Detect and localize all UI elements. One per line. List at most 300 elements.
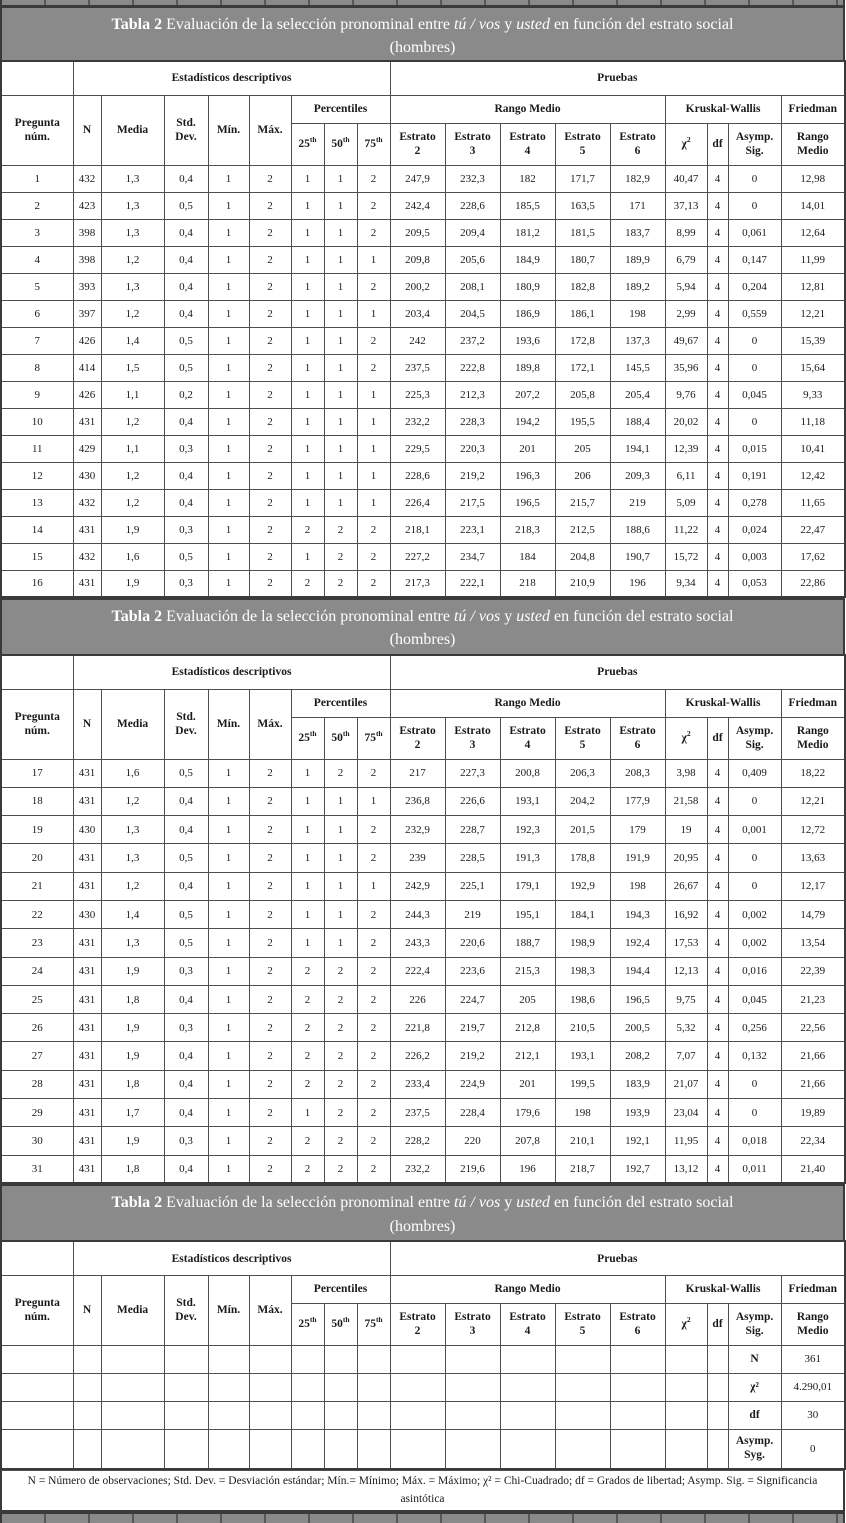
- cell: 1: [357, 872, 390, 900]
- cell: 1: [291, 900, 324, 928]
- cell: 2: [1, 192, 73, 219]
- cell: 1: [291, 543, 324, 570]
- cell: 4: [707, 787, 728, 815]
- cell: 182,9: [610, 165, 665, 192]
- cell: 4: [707, 1014, 728, 1042]
- col-header-estrato-5: Estrato 5: [555, 717, 610, 759]
- cell: 220: [445, 1127, 500, 1155]
- cell: 196: [500, 1155, 555, 1183]
- cell: 0,204: [728, 273, 781, 300]
- col-header-n: N: [73, 95, 101, 165]
- table-row: [1, 381, 845, 408]
- cell: 1: [291, 246, 324, 273]
- table-row: [1, 759, 845, 787]
- table-row: [1, 354, 845, 381]
- cell: 414: [73, 354, 101, 381]
- cell: [291, 1401, 324, 1429]
- cell: 232,2: [390, 1155, 445, 1183]
- col-header-estrato-6: Estrato 6: [610, 717, 665, 759]
- cell: 212,1: [500, 1042, 555, 1070]
- cell: 204,2: [555, 787, 610, 815]
- cell: 2: [249, 1099, 291, 1127]
- cell: 201: [500, 435, 555, 462]
- cell: 0,003: [728, 543, 781, 570]
- cell: 2: [291, 957, 324, 985]
- col-header-df: df: [707, 1303, 728, 1345]
- cell: [500, 1401, 555, 1429]
- cell: 228,2: [390, 1127, 445, 1155]
- cell: 18: [1, 787, 73, 815]
- table-row: [1, 1373, 845, 1401]
- col-header-estrato-5: Estrato 5: [555, 1303, 610, 1345]
- cell: 2: [249, 327, 291, 354]
- cell: 2: [357, 900, 390, 928]
- cell: 196: [610, 570, 665, 597]
- cell: 217,3: [390, 570, 445, 597]
- cell: 207,8: [500, 1127, 555, 1155]
- cell: 1,8: [101, 1070, 164, 1098]
- col-group-rango-medio: Rango Medio: [390, 95, 665, 123]
- cell: 12,13: [665, 957, 707, 985]
- cell: 205,6: [445, 246, 500, 273]
- cell: 2: [357, 1099, 390, 1127]
- cell: 226,2: [390, 1042, 445, 1070]
- cell: 1,6: [101, 759, 164, 787]
- col-header-std-dev: Std. Dev.: [164, 689, 208, 759]
- cell: 1: [291, 327, 324, 354]
- cell: 232,2: [390, 408, 445, 435]
- cell: 2: [357, 816, 390, 844]
- col-header-asymp-sig: Asymp. Sig.: [728, 717, 781, 759]
- cell: 1: [208, 985, 249, 1013]
- cell: 1: [208, 1155, 249, 1183]
- cell: 2: [324, 1070, 357, 1098]
- cell: [249, 1401, 291, 1429]
- cell: 178,8: [555, 844, 610, 872]
- cell: 209,8: [390, 246, 445, 273]
- cell: 205: [500, 985, 555, 1013]
- table-title-italic-tu-vos: tú / vos: [453, 1194, 501, 1212]
- cell: 2: [291, 1127, 324, 1155]
- cell: 426: [73, 327, 101, 354]
- cell: 218,7: [555, 1155, 610, 1183]
- cell: 223,6: [445, 957, 500, 985]
- cell: 4: [707, 543, 728, 570]
- col-header-estrato-4: Estrato 4: [500, 1303, 555, 1345]
- cell: 1: [324, 192, 357, 219]
- cell: 0,4: [164, 787, 208, 815]
- col-header-media: Media: [101, 1275, 164, 1345]
- cell: 12,81: [781, 273, 845, 300]
- cell: 0: [728, 354, 781, 381]
- cell: 0,3: [164, 435, 208, 462]
- cell: 12,39: [665, 435, 707, 462]
- cell: 220,6: [445, 929, 500, 957]
- cell: 182,8: [555, 273, 610, 300]
- cell: [208, 1401, 249, 1429]
- cell: 431: [73, 516, 101, 543]
- cell: 11,99: [781, 246, 845, 273]
- cell: 2: [249, 516, 291, 543]
- cell: 181,5: [555, 219, 610, 246]
- cell: 210,5: [555, 1014, 610, 1042]
- table-title-bar: [0, 6, 845, 60]
- table-row: [1, 1014, 845, 1042]
- cell: 2: [357, 759, 390, 787]
- cell: 2: [324, 1127, 357, 1155]
- cell: 209,5: [390, 219, 445, 246]
- cell: 431: [73, 929, 101, 957]
- cell: 0,4: [164, 872, 208, 900]
- cell: 35,96: [665, 354, 707, 381]
- col-header-media: Media: [101, 689, 164, 759]
- cell: 2: [324, 543, 357, 570]
- table-header: [1, 1241, 845, 1345]
- cell: 0,559: [728, 300, 781, 327]
- cell: 0,4: [164, 246, 208, 273]
- cell: 228,3: [445, 408, 500, 435]
- cell: Asymp. Syg.: [728, 1429, 781, 1469]
- cell: 206,3: [555, 759, 610, 787]
- cell: 0,4: [164, 462, 208, 489]
- cell: [390, 1429, 445, 1469]
- cell: 137,3: [610, 327, 665, 354]
- cell: 14,79: [781, 900, 845, 928]
- table-row: [1, 1042, 845, 1070]
- cell: 4: [707, 1042, 728, 1070]
- table-title-label: Tabla 2: [111, 16, 163, 33]
- cell: 12,98: [781, 165, 845, 192]
- cell: 0,011: [728, 1155, 781, 1183]
- cell: 1: [208, 354, 249, 381]
- col-header-estrato-4: Estrato 4: [500, 717, 555, 759]
- cell: 212,8: [500, 1014, 555, 1042]
- cell: 1: [324, 165, 357, 192]
- cell: 1: [291, 354, 324, 381]
- cell: 4: [707, 1070, 728, 1098]
- cell: 4: [707, 957, 728, 985]
- cell: 431: [73, 570, 101, 597]
- cell: [101, 1429, 164, 1469]
- col-group-estadisticos: Estadísticos descriptivos: [73, 61, 390, 95]
- table-row: [1, 929, 845, 957]
- cell: 2: [324, 1155, 357, 1183]
- cell: 1: [324, 816, 357, 844]
- table-row: [1, 165, 845, 192]
- cell: [707, 1401, 728, 1429]
- cell: 198,6: [555, 985, 610, 1013]
- cell: 0,4: [164, 1042, 208, 1070]
- cell: 2: [324, 1014, 357, 1042]
- cell: 242,9: [390, 872, 445, 900]
- cell: 4: [707, 246, 728, 273]
- table-title-seg1: Evaluación de la selección pronominal entre: [162, 16, 454, 33]
- cell: [610, 1373, 665, 1401]
- cell: 179: [610, 816, 665, 844]
- cell: [101, 1345, 164, 1373]
- cell: 215,3: [500, 957, 555, 985]
- cell: 12,17: [781, 872, 845, 900]
- stats-table-questions-1-16: [0, 60, 846, 598]
- cell: 1,2: [101, 246, 164, 273]
- cell: 14: [1, 516, 73, 543]
- cell: 1: [291, 489, 324, 516]
- cell: 205: [555, 435, 610, 462]
- col-header-std-dev: Std. Dev.: [164, 95, 208, 165]
- cell: 186,1: [555, 300, 610, 327]
- table-row: [1, 1070, 845, 1098]
- cell: [101, 1373, 164, 1401]
- cell: 2: [249, 816, 291, 844]
- cell: 4: [707, 273, 728, 300]
- cell: 0,3: [164, 570, 208, 597]
- cell: 222,8: [445, 354, 500, 381]
- cell: 22,86: [781, 570, 845, 597]
- cell: 4: [707, 192, 728, 219]
- cell: [324, 1345, 357, 1373]
- cell: 2: [249, 543, 291, 570]
- cell: 243,3: [390, 929, 445, 957]
- col-header-chi-squared: $\chi^2$: [665, 717, 707, 759]
- cell: 1: [208, 165, 249, 192]
- cell: 210,1: [555, 1127, 610, 1155]
- col-header-p50: 50th: [324, 123, 357, 165]
- cell: 1,3: [101, 844, 164, 872]
- cell: 1: [324, 489, 357, 516]
- cell: 0,3: [164, 1014, 208, 1042]
- cell: 194,1: [610, 435, 665, 462]
- cell: 0,409: [728, 759, 781, 787]
- cell: [500, 1373, 555, 1401]
- cell: 0,061: [728, 219, 781, 246]
- col-group-pruebas: Pruebas: [390, 1241, 845, 1275]
- cell: [291, 1373, 324, 1401]
- cell: 0,018: [728, 1127, 781, 1155]
- cell: [445, 1401, 500, 1429]
- cell: 0,278: [728, 489, 781, 516]
- table-row: [1, 844, 845, 872]
- cell: 361: [781, 1345, 845, 1373]
- cell: 31: [1, 1155, 73, 1183]
- table-title-seg1: Evaluación de la selección pronominal entre: [162, 1194, 454, 1212]
- table-row: [1, 462, 845, 489]
- cell: 219,7: [445, 1014, 500, 1042]
- cell: 12,64: [781, 219, 845, 246]
- cell: 188,6: [610, 516, 665, 543]
- col-group-kruskal-wallis: Kruskal-Wallis: [665, 1275, 781, 1303]
- cell: 1,2: [101, 408, 164, 435]
- cell: 1,9: [101, 957, 164, 985]
- table-row: [1, 816, 845, 844]
- table-title-seg3: en función del estrato social: [549, 608, 734, 625]
- table-title-seg2: y: [500, 16, 517, 33]
- cell: 0,4: [164, 816, 208, 844]
- col-header-pregunta: Pregunta núm.: [1, 1275, 73, 1345]
- cell: 0,5: [164, 844, 208, 872]
- cell: 229,5: [390, 435, 445, 462]
- cell: [291, 1429, 324, 1469]
- cell: 2: [357, 957, 390, 985]
- cell: 2: [249, 957, 291, 985]
- cell: 198: [610, 872, 665, 900]
- cell: 1: [208, 246, 249, 273]
- col-header-p75: 75th: [357, 123, 390, 165]
- col-header-media: Media: [101, 95, 164, 165]
- cell: 0: [728, 1099, 781, 1127]
- cell: 2: [357, 1042, 390, 1070]
- cell: 9,76: [665, 381, 707, 408]
- col-group-kruskal-wallis: Kruskal-Wallis: [665, 95, 781, 123]
- cell: 1,1: [101, 435, 164, 462]
- cell: 1,8: [101, 1155, 164, 1183]
- cell: 1,4: [101, 900, 164, 928]
- table-row: [1, 219, 845, 246]
- cell: 11,65: [781, 489, 845, 516]
- cell: 205,8: [555, 381, 610, 408]
- cell: 1: [324, 872, 357, 900]
- cell: 0,132: [728, 1042, 781, 1070]
- cell: 1,3: [101, 219, 164, 246]
- cell: 184,9: [500, 246, 555, 273]
- cell: 145,5: [610, 354, 665, 381]
- cell: 228,5: [445, 844, 500, 872]
- cell: 239: [390, 844, 445, 872]
- cell: 1,3: [101, 816, 164, 844]
- cell: 1: [324, 246, 357, 273]
- cell: 183,7: [610, 219, 665, 246]
- cell: 1: [208, 844, 249, 872]
- table-title-line2: (hombres): [389, 39, 456, 57]
- cell: 4: [707, 872, 728, 900]
- cell: 0,4: [164, 408, 208, 435]
- col-header-p75: 75th: [357, 717, 390, 759]
- cell: 4: [707, 816, 728, 844]
- col-header-p50: 50th: [324, 1303, 357, 1345]
- cell: 11,95: [665, 1127, 707, 1155]
- cell: 198,3: [555, 957, 610, 985]
- cell: 2: [357, 1014, 390, 1042]
- cell: 194,3: [610, 900, 665, 928]
- cell: [555, 1373, 610, 1401]
- cell: 221,8: [390, 1014, 445, 1042]
- corner-empty-cell: [1, 655, 73, 689]
- col-group-percentiles: Percentiles: [291, 1275, 390, 1303]
- cell: 2: [249, 1014, 291, 1042]
- col-group-percentiles: Percentiles: [291, 689, 390, 717]
- cell: 192,4: [610, 929, 665, 957]
- table-title-line2: (hombres): [389, 1217, 456, 1235]
- cell: 1: [291, 408, 324, 435]
- cell: 1: [324, 462, 357, 489]
- cell: 163,5: [555, 192, 610, 219]
- cell: 393: [73, 273, 101, 300]
- cell: 1: [324, 300, 357, 327]
- cell: 7,07: [665, 1042, 707, 1070]
- cell: [707, 1373, 728, 1401]
- col-header-estrato-5: Estrato 5: [555, 123, 610, 165]
- cell: 1: [291, 759, 324, 787]
- col-group-estadisticos: Estadísticos descriptivos: [73, 1241, 390, 1275]
- cell: 183,9: [610, 1070, 665, 1098]
- cell: 2: [357, 844, 390, 872]
- cell: 2: [249, 381, 291, 408]
- col-header-friedman-rango-medio: Rango Medio: [781, 123, 845, 165]
- cell: 224,7: [445, 985, 500, 1013]
- table-row: [1, 300, 845, 327]
- cell: 1: [291, 929, 324, 957]
- cell: 0: [728, 1070, 781, 1098]
- cell: 196,5: [500, 489, 555, 516]
- cell: [164, 1345, 208, 1373]
- cell: 0,4: [164, 219, 208, 246]
- cell: 233,4: [390, 1070, 445, 1098]
- table-title-seg2: y: [500, 608, 517, 625]
- cell: 21,07: [665, 1070, 707, 1098]
- cell: 4: [707, 219, 728, 246]
- cell: 192,1: [610, 1127, 665, 1155]
- cell: 1: [291, 273, 324, 300]
- cell: 0,2: [164, 381, 208, 408]
- cell: 200,2: [390, 273, 445, 300]
- cell: 0,045: [728, 381, 781, 408]
- cell: 1: [208, 1127, 249, 1155]
- cell: 1,8: [101, 985, 164, 1013]
- cell: 218,3: [500, 516, 555, 543]
- cell: 1: [208, 192, 249, 219]
- cell: [665, 1373, 707, 1401]
- cell: 2: [249, 1127, 291, 1155]
- cell: 1: [208, 381, 249, 408]
- cell: 227,2: [390, 543, 445, 570]
- cell: 1: [208, 872, 249, 900]
- cell: 426: [73, 381, 101, 408]
- cell: 23: [1, 929, 73, 957]
- cell: 2: [291, 570, 324, 597]
- cell: 11,18: [781, 408, 845, 435]
- cell: [208, 1345, 249, 1373]
- table-body: [1, 1345, 845, 1469]
- cell: 15,72: [665, 543, 707, 570]
- cell: 2: [324, 759, 357, 787]
- col-header-p75: 75th: [357, 1303, 390, 1345]
- cell: 1: [291, 435, 324, 462]
- col-header-estrato-2: Estrato 2: [390, 1303, 445, 1345]
- table-title-bar: [0, 598, 845, 654]
- cell: 20: [1, 844, 73, 872]
- cell: 2: [291, 1042, 324, 1070]
- cell: 4: [707, 327, 728, 354]
- col-header-max: Máx.: [249, 95, 291, 165]
- table-header: [1, 655, 845, 759]
- cell: [357, 1429, 390, 1469]
- cell: 232,3: [445, 165, 500, 192]
- cell: 219,6: [445, 1155, 500, 1183]
- table-row: [1, 273, 845, 300]
- col-header-max: Máx.: [249, 689, 291, 759]
- col-group-pruebas: Pruebas: [390, 655, 845, 689]
- cell: 24: [1, 957, 73, 985]
- col-header-df: df: [707, 717, 728, 759]
- cell: 185,5: [500, 192, 555, 219]
- cell: 225,3: [390, 381, 445, 408]
- cell: 1: [1, 165, 73, 192]
- cell: [665, 1345, 707, 1373]
- cell: 20,95: [665, 844, 707, 872]
- cell: 0: [728, 192, 781, 219]
- table-row: [1, 192, 845, 219]
- cell: [73, 1401, 101, 1429]
- cell: 2: [249, 165, 291, 192]
